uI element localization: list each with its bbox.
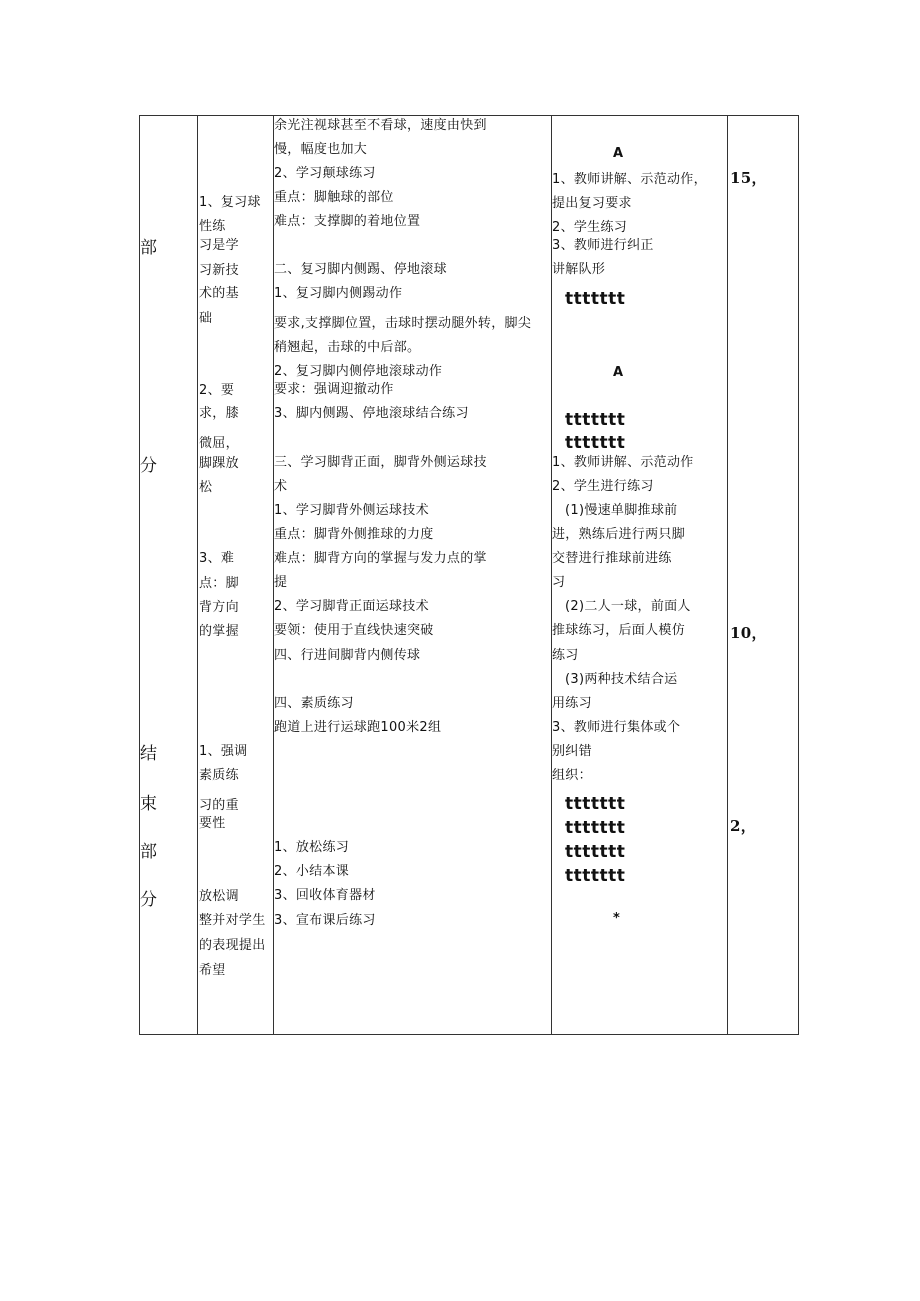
goal-line: 1、复习球 <box>199 195 261 210</box>
goal-line: 习新技 <box>199 263 239 278</box>
section-label-char: 结 <box>140 744 158 764</box>
goal-line: 习是学 <box>199 238 239 253</box>
content-line: 二、复习脚内侧踢、停地滚球 <box>274 262 447 277</box>
organization-line: 练习 <box>552 648 579 663</box>
content-line: 要求,支撑脚位置，击球时摆动腿外转，脚尖 <box>274 316 532 331</box>
teacher-position-marker: * <box>613 911 621 926</box>
content-line: 2、小结本课 <box>274 864 350 879</box>
content-line: 稍翘起，击球的中后部。 <box>274 340 421 355</box>
organization-line: 讲解队形 <box>552 262 606 277</box>
goal-line: 脚踝放 <box>199 456 239 471</box>
content-line: 跑道上进行运球跑100米2组 <box>274 720 442 735</box>
content-line: 重点：脚背外侧推球的力度 <box>274 527 434 542</box>
student-formation-row: ttttttt <box>565 818 626 838</box>
column-divider <box>727 116 728 1034</box>
content-line: 3、脚内侧踢、停地滚球结合练习 <box>274 406 469 421</box>
content-line: 要领：使用于直线快速突破 <box>274 623 434 638</box>
goal-line: 背方向 <box>199 600 239 615</box>
goal-line: 松 <box>199 480 213 495</box>
content-line: 2、复习脚内侧停地滚球动作 <box>274 364 443 379</box>
teacher-position-marker: A <box>613 146 624 161</box>
organization-line: (1)慢速单脚推球前 <box>565 503 678 518</box>
goal-line: 素质练 <box>199 768 239 783</box>
organization-line: 3、教师进行集体或个 <box>552 720 681 735</box>
content-line: 余光注视球甚至不看球，速度由快到 <box>274 118 487 133</box>
section-label-char: 部 <box>140 842 158 862</box>
content-line: 术 <box>274 479 288 494</box>
content-line: 难点：脚背方向的掌握与发力点的掌 <box>274 551 487 566</box>
content-line: 1、学习脚背外侧运球技术 <box>274 503 429 518</box>
column-divider <box>197 116 198 1034</box>
organization-line: (2)二人一球，前面人 <box>565 599 691 614</box>
student-formation-row: ttttttt <box>565 842 626 862</box>
content-line: 提 <box>274 575 288 590</box>
content-line: 四、行进间脚背内侧传球 <box>274 648 421 663</box>
goal-line: 整并对学生 <box>199 913 266 928</box>
goal-line: 性练 <box>199 219 226 234</box>
content-line: 3、宣布课后练习 <box>274 913 376 928</box>
goal-line: 的表现提出 <box>199 938 266 953</box>
organization-line: 1、教师讲解、示范动作 <box>552 455 694 470</box>
content-line: 2、学习颠球练习 <box>274 166 376 181</box>
time-value: 10， <box>730 624 767 642</box>
content-line: 要求：强调迎撤动作 <box>274 382 394 397</box>
time-value: 2， <box>730 817 757 835</box>
goal-line: 的掌握 <box>199 624 239 639</box>
student-formation-row: ttttttt <box>565 794 626 814</box>
organization-line: 进，熟练后进行两只脚 <box>552 527 686 542</box>
goal-line: 础 <box>199 311 213 326</box>
organization-line: 习 <box>552 575 566 590</box>
teacher-position-marker: A <box>613 365 624 380</box>
content-line: 四、素质练习 <box>274 696 354 711</box>
section-label-char: 分 <box>140 890 158 910</box>
organization-line: 组织： <box>552 768 592 783</box>
goal-line: 1、强调 <box>199 744 248 759</box>
goal-line: 术的基 <box>199 286 239 301</box>
organization-line: 交替进行推球前进练 <box>552 551 672 566</box>
goal-line: 微屈， <box>199 436 239 451</box>
organization-line: 2、学生练习 <box>552 220 628 235</box>
organization-line: (3)两种技术结合运 <box>565 672 678 687</box>
content-line: 难点：支撑脚的着地位置 <box>274 214 421 229</box>
content-line: 重点：脚触球的部位 <box>274 190 394 205</box>
organization-line: 3、教师进行纠正 <box>552 238 654 253</box>
goal-line: 希望 <box>199 963 226 978</box>
organization-line: 用练习 <box>552 696 592 711</box>
content-line: 1、复习脚内侧踢动作 <box>274 286 403 301</box>
goal-line: 习的重 <box>199 798 239 813</box>
organization-line: 推球练习，后面人模仿 <box>552 623 686 638</box>
organization-line: 提出复习要求 <box>552 196 632 211</box>
student-formation-row: ttttttt <box>565 410 626 430</box>
organization-line: 别纠错 <box>552 744 592 759</box>
content-line: 三、学习脚背正面，脚背外侧运球技 <box>274 455 487 470</box>
goal-line: 点：脚 <box>199 576 239 591</box>
goal-line: 求，膝 <box>199 406 239 421</box>
student-formation-row: ttttttt <box>565 289 626 309</box>
time-value: 15， <box>730 169 767 187</box>
content-line: 1、放松练习 <box>274 840 350 855</box>
goal-line: 要性 <box>199 816 226 831</box>
section-label-char: 部 <box>140 238 158 258</box>
student-formation-row: ttttttt <box>565 866 626 886</box>
goal-line: 3、难 <box>199 551 235 566</box>
content-line: 3、回收体育器材 <box>274 888 376 903</box>
goal-line: 2、要 <box>199 383 235 398</box>
section-label-char: 束 <box>140 794 158 814</box>
goal-line: 放松调 <box>199 889 239 904</box>
organization-line: 2、学生进行练习 <box>552 479 654 494</box>
content-line: 2、学习脚背正面运球技术 <box>274 599 429 614</box>
student-formation-row: ttttttt <box>565 433 626 453</box>
section-label-char: 分 <box>140 456 158 476</box>
content-line: 慢，幅度也加大 <box>274 142 368 157</box>
organization-line: 1、教师讲解、示范动作， <box>552 172 707 187</box>
